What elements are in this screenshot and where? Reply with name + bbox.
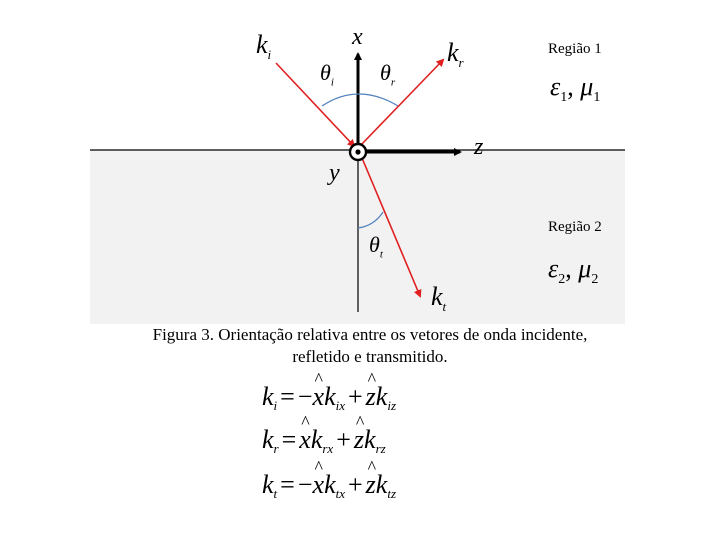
z-axis-label: z	[474, 134, 484, 160]
y-axis-label: y	[329, 160, 340, 186]
region-1-params: $\varepsilon_1$, $\mu_1$	[550, 72, 601, 106]
kt-vector	[362, 158, 420, 296]
region-2-label: Região 2	[548, 219, 602, 235]
theta-r-label: $\theta_r$	[380, 60, 396, 89]
caption-line-1: Figura 3. Orientação relativa entre os vetores de onda incidente,	[152, 325, 588, 344]
kt-label: $k_t$	[431, 282, 447, 315]
ki-label: $k_i$	[256, 30, 272, 63]
theta-i-arc	[322, 94, 398, 106]
equation-kt: $k_t$ = −^ $xk_{tx}$ +^ $zk_{tz}$	[262, 470, 396, 502]
theta-i-label: $\theta_i$	[320, 60, 334, 89]
theta-t-arc	[358, 212, 383, 228]
y-axis-dot	[355, 149, 360, 154]
ki-vector	[276, 63, 354, 146]
equation-ki: $k_i$ = −^ $xk_{ix}$ +^ $zk_{iz}$	[262, 382, 396, 414]
region-2-params: $\varepsilon_2$, $\mu_2$	[548, 254, 599, 288]
kr-label: $k_r$	[447, 38, 464, 71]
region-1-label: Região 1	[548, 41, 602, 57]
equation-kr: $k_r$ =^ $xk_{rx}$ +^ $zk_{rz}$	[262, 425, 386, 457]
theta-t-label: $\theta_t$	[369, 232, 383, 261]
x-axis-label: x	[352, 24, 363, 50]
kr-vector	[360, 60, 443, 146]
caption-line-2: refletido e transmitido.	[292, 347, 448, 366]
figure-caption	[100, 324, 640, 368]
